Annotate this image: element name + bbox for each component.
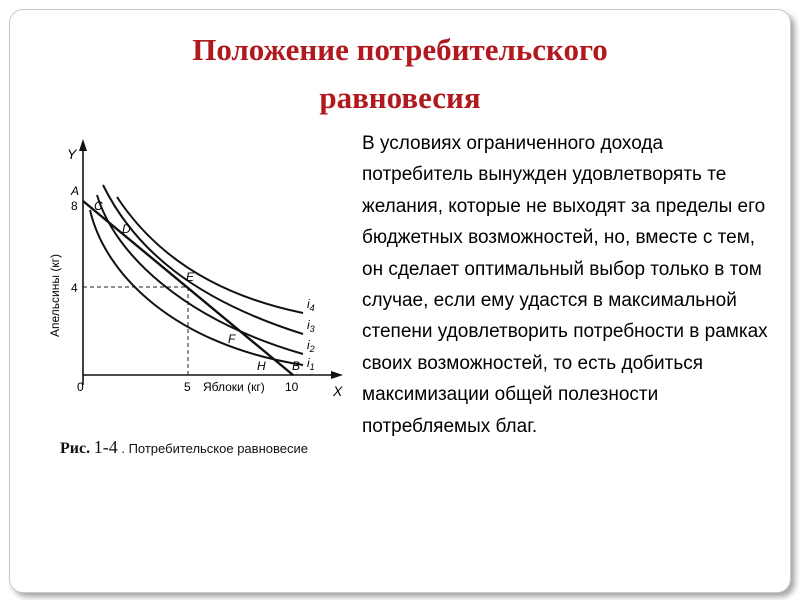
curve-label-i2: $i_2$ [307,338,315,354]
point-c-label: C [94,199,103,213]
curve-label-i3: $i_3$ [307,318,315,334]
title-line-1: Положение потребительского [192,32,608,67]
slide-title [60,26,740,122]
title-line-2: равновесия [319,80,481,115]
x-axis-arrow [331,371,343,379]
point-b-label: B [292,359,301,373]
y-axis-letter: Y [67,146,77,162]
caption-text: . Потребительское равновесие [121,441,308,456]
x-axis-letter: X [333,383,343,399]
caption-prefix: Рис. [60,440,91,457]
budget-line [83,201,293,375]
curve-label-i1: $i_1$ [307,356,315,372]
figure-caption [60,436,350,460]
consumer-equilibrium-diagram [45,125,345,425]
point-d-label: D [122,222,131,236]
x-tick-5: 5 [184,380,191,394]
y-axis-title: Апельсины (кг) [48,254,62,337]
origin-label: 0 [77,380,84,394]
caption-number: 1-4 [93,437,118,457]
slide-body-text: В условиях ограниченного дохода потребитель вынужден удовлетворять те желания, которые не выходят за пределы его бюджетных возможностей, но, вместе с тем, он сделает оптимальный выбор только в том случае, если ему удастся в максимальной степени удовлетворить потребности в рамках своих возможностей, то есть добиться максимизации общей полезности потребляемых благ. [362,133,768,437]
y-tick-4: 4 [71,281,78,295]
x-axis-title: Яблоки (кг) [203,380,265,394]
point-e-label: E [186,270,195,284]
point-h-label: H [257,359,266,373]
x-tick-10: 10 [285,380,299,394]
point-f-label: F [228,332,236,346]
point-a-label: A [71,184,80,198]
y-tick-8: 8 [71,199,78,213]
curve-label-i4: $i_4$ [307,297,315,313]
y-axis-arrow [79,139,87,151]
